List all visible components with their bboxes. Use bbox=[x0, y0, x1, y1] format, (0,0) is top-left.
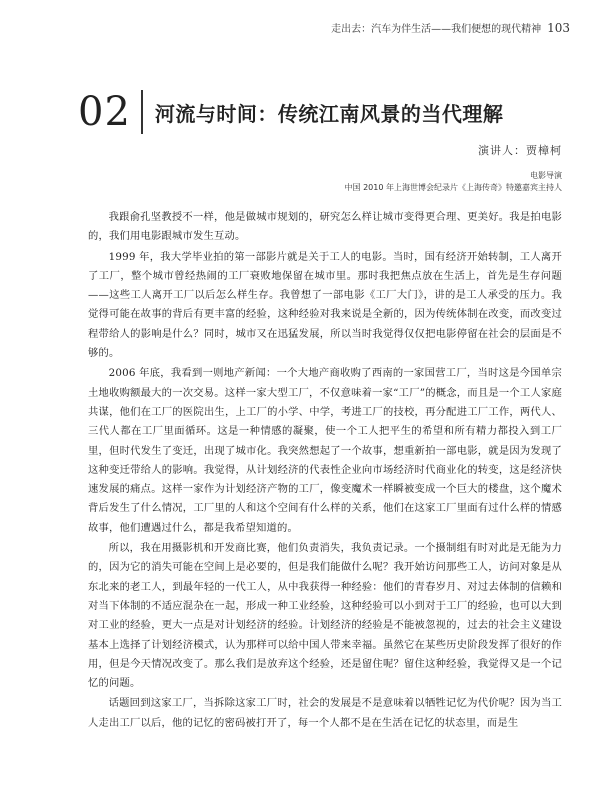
chapter-heading bbox=[78, 90, 503, 134]
paragraph: 2006 年底，我看到一则地产新闻：一个大地产商收购了西南的一家国营工厂，当时这是今国单宗土地收购额最大的一次交易。这样一家大型工厂，不仅意味着一家“工厂”的概念，而且是一个工人家庭共谋，他们在工厂的医院出生，上工厂的小学、中学，考进工厂的技校，再分配进工厂工作，两代人、三代人都在工厂里面循环。这是一种情感的凝聚，使一个工人把平生的希望和所有精力都投入到工厂里，但时代发生了变迁，出现了城市化。我突然想起了一个故事，想重新拍一部电影，就是因为发现了这种变迁带给人的影响。我觉得，从计划经济的代表性企业向市场经济时代商业化的转变，这是经济快速发展的痛点。这样一家作为计划经济产物的工厂，像变魔术一样瞬被变成一个巨大的楼盘，这个魔术背后发生了什么情况，工厂里的人和这个空间有什么样的关系，他们在这家工厂里面有过什么样的情感故事，他们遭遇过什么，都是我希望知道的。 bbox=[88, 367, 562, 534]
speaker-role: 电影导演 bbox=[530, 171, 562, 180]
page-number: 103 bbox=[547, 21, 570, 35]
paragraph: 1999 年，我大学毕业拍的第一部影片就是关于工人的电影。当时，国有经济开始转制，工人离开了工厂，整个城市曾经热闹的工厂衰败地保留在城市里。那时我把焦点放在生活上，首先是生存问题——这些工人离开工厂以后怎么样生存。我曾想了一部电影《工厂大门》，讲的是工人承受的压力。我觉得可能在故事的背后有更丰富的经验，这种经验对我来说是全新的，因为传统体制在改变，而改变过程带给人的影响是什么？同时，城市又在迅猛发展，所以当时我觉得仅仅把电影停留在社会的层面是不够的。 bbox=[88, 250, 562, 360]
speaker-event: 中国 2010 年上海世博会纪录片《上海传奇》特邀嘉宾主持人 bbox=[344, 183, 562, 192]
chapter-title: 河流与时间：传统江南风景的当代理解 bbox=[154, 101, 504, 126]
body-text bbox=[88, 208, 562, 733]
paragraph: 我跟俞孔坚教授不一样，他是做城市规划的，研究怎么样让城市变得更合理、更美好。我是拍电影的，我们用电影跟城市发生互动。 bbox=[88, 211, 562, 243]
speaker-label: 演讲人：贾樟柯 bbox=[478, 144, 562, 157]
speaker-info bbox=[345, 142, 562, 194]
running-header bbox=[331, 20, 570, 35]
chapter-number: 02 bbox=[78, 90, 143, 134]
paragraph: 所以，我在用摄影机和开发商比赛，他们负责消失，我负责记录。一个摄制组有时对此是无能为力的，因为它的消失可能在空间上是必要的，但是我们能做什么呢？我开始访问那些工人，访问对象是从东北来的老工人，到最年轻的一代工人，从中我获得一种经验：他们的青春岁月、对过去体制的信赖和对当下体制的不适应混杂在一起，形成一种工业经验，这种经验可以小到对于工厂的经验，也可以大到对工业的经验，更大一点是对计划经济的经验。计划经济的经验是不能被忽视的，过去的社会主义建设基本上选择了计划经济模式，认为那样可以给中国人带来幸福。虽然它在某些历史阶段发挥了很好的作用，但是今天情况改变了。那么我们是放弃这个经验，还是留住呢？留住这种经验，我觉得又是一个记忆的问题。 bbox=[88, 542, 562, 690]
running-title: 走出去：汽车为伴生活——我们便想的现代精神 bbox=[331, 24, 542, 35]
paragraph: 话题回到这家工厂，当拆除这家工厂时，社会的发展是不是意味着以牺牲记忆为代价呢？因为当工人走出工厂以后，他的记忆的密码被打开了，每一个人都不是在生活在记忆的状态里，而是生 bbox=[88, 697, 562, 729]
